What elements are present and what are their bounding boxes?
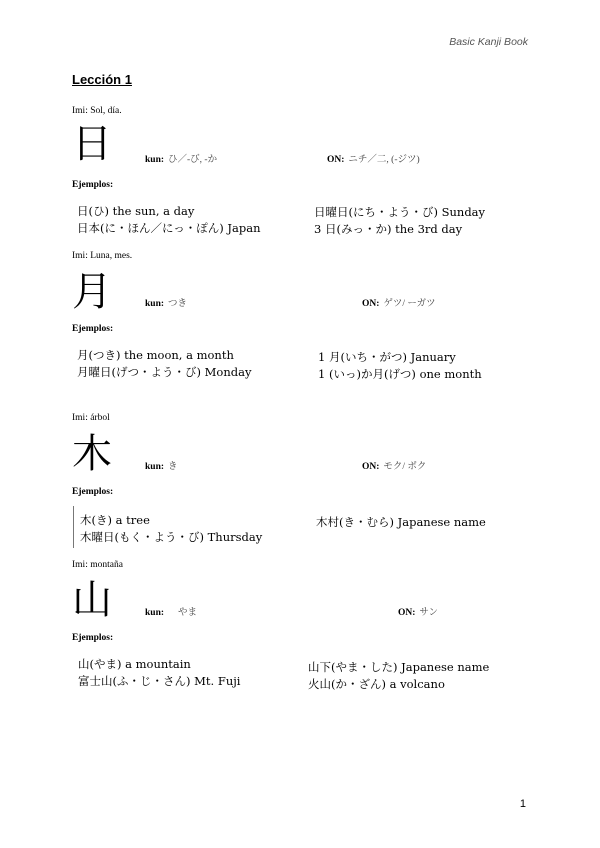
page-number: 1 xyxy=(519,798,526,810)
on-label: ON: xyxy=(362,299,380,309)
on-label: ON: xyxy=(398,608,416,618)
example-item: 月曜日(げつ・よう・び) Monday xyxy=(77,365,252,379)
on-label: ON: xyxy=(327,155,345,165)
on-reading xyxy=(327,151,420,165)
example-item: 木村(き・むら) Japanese name xyxy=(316,515,486,529)
imi-meaning: Imi: Luna, mes. xyxy=(72,251,133,261)
kun-label: kun: xyxy=(145,462,165,472)
example-margin-bar xyxy=(73,506,74,548)
on-value: ニチ／二, (-ジツ) xyxy=(348,155,420,165)
on-value: サン xyxy=(419,608,438,618)
example-item: 3 日(みっ・か) the 3rd day xyxy=(314,222,463,236)
example-item: 日(ひ) the sun, a day xyxy=(77,204,195,218)
kun-reading xyxy=(145,295,187,309)
kanji-character: 山 xyxy=(72,577,112,623)
on-reading xyxy=(398,604,438,618)
example-item: 日曜日(にち・よう・び) Sunday xyxy=(314,205,486,219)
ejemplos-label: Ejemplos: xyxy=(72,633,114,643)
ejemplos-label: Ejemplos: xyxy=(72,180,114,190)
example-item: 日本(に・ほん／にっ・ぽん) Japan xyxy=(77,221,261,235)
running-header: Basic Kanji Book xyxy=(449,36,528,48)
on-label: ON: xyxy=(362,462,380,472)
on-reading xyxy=(362,458,426,472)
examples-left xyxy=(78,656,240,690)
examples-left xyxy=(80,512,262,546)
kun-value: つき xyxy=(168,299,188,309)
kun-label: kun: xyxy=(145,299,165,309)
kun-value: ひ／-び, -か xyxy=(168,155,218,165)
kanji-character: 木 xyxy=(72,431,112,477)
examples-right xyxy=(316,514,486,531)
kun-value: やま xyxy=(178,608,198,618)
on-reading xyxy=(362,295,436,309)
examples-right xyxy=(308,659,489,693)
lesson-title: Lección 1 xyxy=(72,72,132,87)
imi-meaning: Imi: árbol xyxy=(72,413,110,423)
kun-reading xyxy=(145,458,178,472)
kun-reading xyxy=(145,151,217,165)
example-item: 1 月(いち・がつ) January xyxy=(318,350,456,364)
example-item: 山(やま) a mountain xyxy=(78,657,191,671)
example-item: 木(き) a tree xyxy=(80,513,150,527)
examples-left xyxy=(77,347,251,381)
examples-left xyxy=(77,203,261,237)
example-item: 木曜日(もく・よう・び) Thursday xyxy=(80,530,263,544)
ejemplos-label: Ejemplos: xyxy=(72,324,114,334)
kun-reading xyxy=(145,604,197,618)
kun-label: kun: xyxy=(145,155,165,165)
example-item: 火山(か・ざん) a volcano xyxy=(308,677,445,691)
kun-value: き xyxy=(168,462,178,472)
example-item: 山下(やま・した) Japanese name xyxy=(308,660,490,674)
example-item: 月(つき) the moon, a month xyxy=(77,348,234,362)
on-value: ゲツ/ ーガツ xyxy=(383,299,436,309)
kanji-character: 日 xyxy=(72,121,112,167)
example-item: 1 (いっ)か月(げつ) one month xyxy=(318,367,482,381)
imi-meaning: Imi: montaña xyxy=(72,560,123,570)
example-item: 富士山(ふ・じ・さん) Mt. Fuji xyxy=(78,674,241,688)
kun-label: kun: xyxy=(145,608,165,618)
kanji-character: 月 xyxy=(72,269,112,315)
examples-right xyxy=(318,349,482,383)
ejemplos-label: Ejemplos: xyxy=(72,487,114,497)
on-value: モク/ ボク xyxy=(383,462,427,472)
imi-meaning: Imi: Sol, día. xyxy=(72,106,122,116)
examples-right xyxy=(314,204,485,238)
